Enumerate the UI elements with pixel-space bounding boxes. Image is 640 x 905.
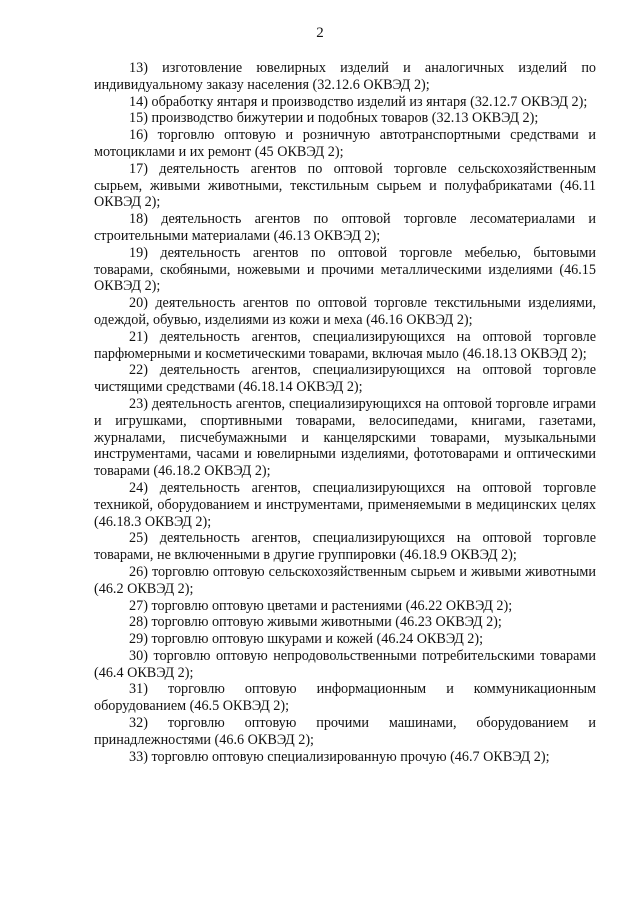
list-item-text: торговлю оптовую прочими машинами, оборудованием и принадлежностями (46.6 ОКВЭД 2); xyxy=(94,715,597,748)
list-item xyxy=(94,94,596,111)
list-item xyxy=(94,530,596,564)
list-item-number: 29) xyxy=(129,631,148,648)
list-item-number: 19) xyxy=(129,244,148,261)
list-item-text: торговлю оптовую специализированную прочую (46.7 ОКВЭД 2); xyxy=(151,748,550,765)
page-number: 2 xyxy=(316,25,324,41)
list-item xyxy=(94,648,596,682)
list-item xyxy=(94,60,596,94)
list-item-text: деятельность агентов по оптовой торговле мебелью, бытовыми товарами, скобяными, ножевыми и прочими металлическими изделиями (46.15 ОКВЭД 2); xyxy=(94,244,596,295)
list-item-number: 27) xyxy=(129,597,148,614)
list-item-number: 25) xyxy=(129,530,148,547)
list-item xyxy=(94,245,596,295)
list-item-text: торговлю оптовую цветами и растениями (46.22 ОКВЭД 2); xyxy=(151,597,513,614)
list-item xyxy=(94,127,596,161)
list-item-text: деятельность агентов, специализирующихся на оптовой торговле парфюмерными и косметическими товарами, включая мыло (46.18.13 ОКВЭД 2); xyxy=(94,328,596,362)
list-item-text: торговлю оптовую живыми животными (46.23 ОКВЭД 2); xyxy=(151,614,502,631)
list-item-text: деятельность агентов, специализирующихся на оптовой торговле товарами, не включенными в другие группировки (46.18.9 ОКВЭД 2); xyxy=(94,530,596,564)
list-item-number: 21) xyxy=(129,328,148,345)
list-item-number: 31) xyxy=(129,681,148,698)
list-item xyxy=(94,631,596,648)
list-item-text: обработку янтаря и производство изделий из янтаря (32.12.7 ОКВЭД 2); xyxy=(151,93,588,110)
list-item-number: 15) xyxy=(129,110,148,127)
list-item-text: изготовление ювелирных изделий и аналогичных изделий по индивидуальному заказу населения (32.12.6 ОКВЭД 2); xyxy=(94,60,597,93)
list-item xyxy=(94,110,596,127)
list-item xyxy=(94,564,596,598)
list-item xyxy=(94,681,596,715)
list-item xyxy=(94,295,596,329)
list-item-text: торговлю оптовую непродовольственными потребительскими товарами (46.4 ОКВЭД 2); xyxy=(94,647,596,681)
list-item-text: деятельность агентов по оптовой торговле текстильными изделиями, одеждой, обувью, изделиями из кожи и меха (46.16 ОКВЭД 2); xyxy=(94,295,597,328)
list-item-number: 28) xyxy=(129,614,148,631)
list-item-text: производство бижутерии и подобных товаров (32.13 ОКВЭД 2); xyxy=(151,110,539,127)
list-item-number: 33) xyxy=(129,748,148,765)
list-item xyxy=(94,211,596,245)
list-item-number: 20) xyxy=(129,295,148,312)
list-item-number: 23) xyxy=(129,395,148,412)
list-item-text: торговлю оптовую сельскохозяйственным сырьем и живыми животными (46.2 ОКВЭД 2); xyxy=(94,563,596,597)
list-item-number: 32) xyxy=(129,715,148,732)
list-item xyxy=(94,749,596,766)
list-item-text: деятельность агентов, специализирующихся на оптовой торговле техникой, оборудованием и инструментами, применяемыми в медицинских целях (46.18.3 ОКВЭД 2); xyxy=(94,479,596,530)
list-item-number: 24) xyxy=(129,479,148,496)
list-item-number: 30) xyxy=(129,647,148,664)
list-item xyxy=(94,480,596,530)
list-item-number: 26) xyxy=(129,563,148,580)
list-item-number: 16) xyxy=(129,127,148,144)
list-item-text: деятельность агентов по оптовой торговле лесоматериалами и строительными материалами (46.13 ОКВЭД 2); xyxy=(94,211,596,244)
list-item xyxy=(94,396,596,480)
list-item xyxy=(94,614,596,631)
list-item-number: 13) xyxy=(129,60,148,76)
list-item-number: 18) xyxy=(129,211,148,228)
list-item-number: 17) xyxy=(129,160,148,177)
list-item-text: торговлю оптовую и розничную автотранспортными средствами и мотоциклами и их ремонт (45 ОКВЭД 2); xyxy=(94,127,596,160)
list-item xyxy=(94,715,596,749)
list-item-text: деятельность агентов по оптовой торговле сельскохозяйственным сырьем, живыми животными, текстильным сырьем и полуфабрикатами (46.11 ОКВЭД 2); xyxy=(94,160,597,211)
list-item xyxy=(94,161,596,211)
list-item-text: деятельность агентов, специализирующихся на оптовой торговле играми и игрушками, спортивными товарами, велосипедами, книгами, газетами, журналами, писчебумажными и канцелярскими товарами, музыкальными инструментами, часами и ювелирными изделиями, фототоварами и оптическими товарами (46.18.2 ОКВЭД 2); xyxy=(94,395,597,480)
list-item xyxy=(94,329,596,363)
list-item-number: 22) xyxy=(129,362,148,379)
list-item xyxy=(94,598,596,615)
document-body xyxy=(94,60,596,765)
list-item xyxy=(94,362,596,396)
list-item-text: торговлю оптовую шкурами и кожей (46.24 ОКВЭД 2); xyxy=(151,631,484,648)
list-item-text: деятельность агентов, специализирующихся на оптовой торговле чистящими средствами (46.18.14 ОКВЭД 2); xyxy=(94,362,596,396)
list-item-number: 14) xyxy=(129,93,148,110)
list-item-text: торговлю оптовую информационным и коммуникационным оборудованием (46.5 ОКВЭД 2); xyxy=(94,681,596,715)
